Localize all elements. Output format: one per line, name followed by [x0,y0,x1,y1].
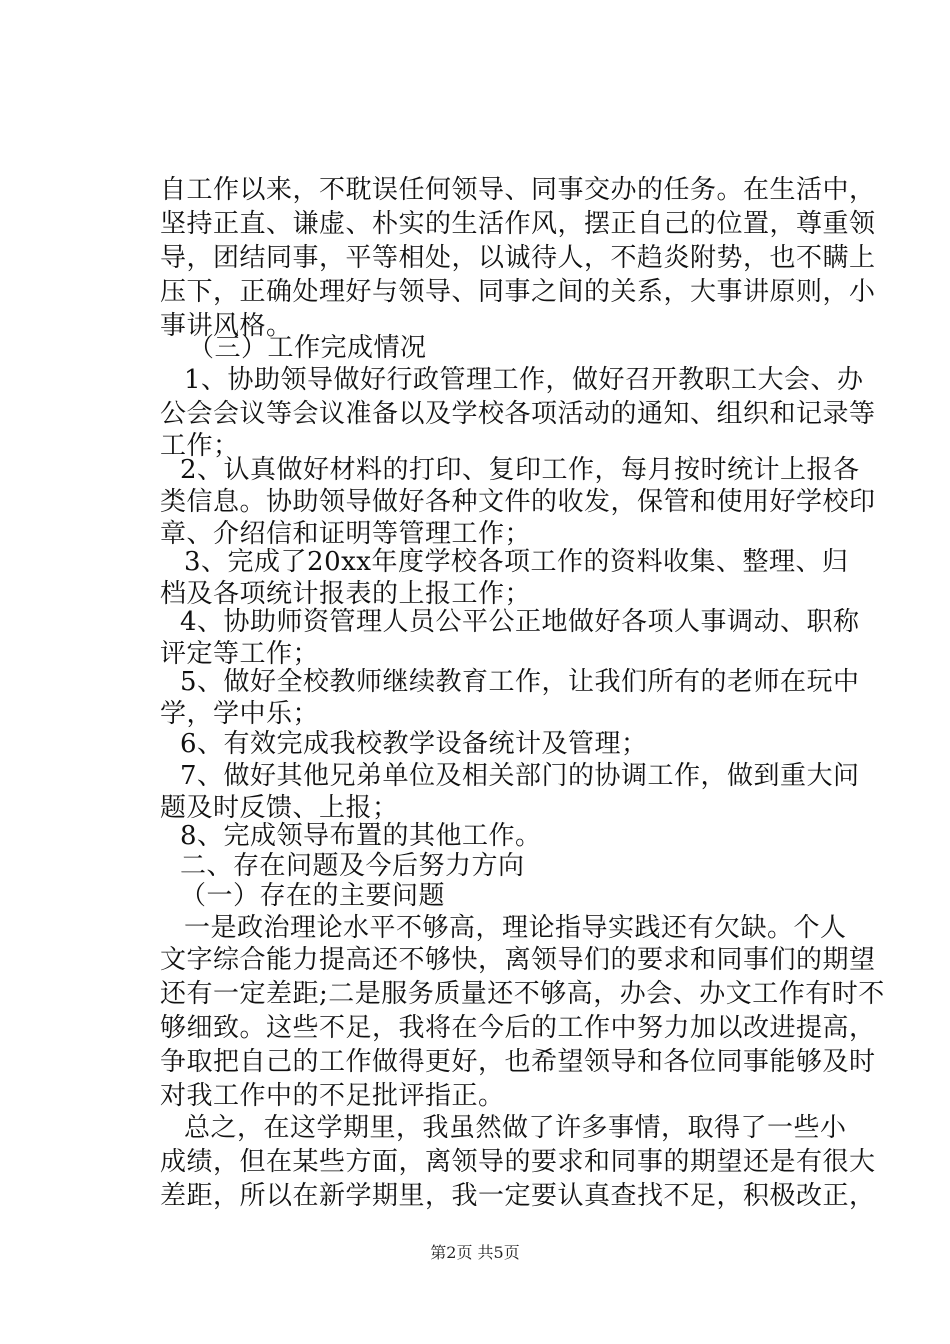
text-line: 总之，在这学期里，我虽然做了许多事情，取得了一些小 [184,1113,847,1143]
text-line: 档及各项统计报表的上报工作； [160,579,532,609]
section-heading: （一）存在的主要问题 [180,881,446,911]
text-line: 压下，正确处理好与领导、同事之间的关系，大事讲原则，小 [160,277,876,307]
text-line: 够细致。这些不足，我将在今后的工作中努力加以改进提高， [160,1013,876,1043]
text-line: 争取把自己的工作做得更好，也希望领导和各位同事能够及时 [160,1047,876,1077]
text-line: 工作； [160,431,240,461]
text-line: 1、协助领导做好行政管理工作，做好召开教职工大会、办 [184,365,864,395]
text-line: 对我工作中的不足批评指正。 [160,1081,505,1111]
text-line: 章、介绍信和证明等管理工作； [160,519,532,549]
text-line: 3、完成了20xx年度学校各项工作的资料收集、整理、归 [184,547,849,577]
text-line: 自工作以来，不耽误任何领导、同事交办的任务。在生活中， [160,175,876,205]
text-line: 事讲风格。 [160,311,293,341]
page-number-footer: 第2页 共5页 [430,1243,520,1262]
text-line: 7、做好其他兄弟单位及相关部门的协调工作，做到重大问 [180,761,860,791]
text-line: 6、有效完成我校教学设备统计及管理； [180,729,648,759]
text-line: 8、完成领导布置的其他工作。 [180,821,542,851]
text-line: 文字综合能力提高还不够快，离领导们的要求和同事们的期望 [160,945,876,975]
text-line: 差距，所以在新学期里，我一定要认真查找不足，积极改正， [160,1181,876,1211]
text-line: 5、做好全校教师继续教育工作，让我们所有的老师在玩中 [180,667,860,697]
text-line: 评定等工作； [160,639,320,669]
text-line: 题及时反馈、上报； [160,793,399,823]
section-heading: 二、存在问题及今后努力方向 [180,851,525,881]
text-line: 类信息。协助领导做好各种文件的收发，保管和使用好学校印 [160,487,876,517]
text-line: 导，团结同事，平等相处，以诚待人，不趋炎附势，也不瞒上 [160,243,876,273]
text-line: 一是政治理论水平不够高，理论指导实践还有欠缺。个人 [184,913,847,943]
section-heading: （三）工作完成情况 [188,333,427,363]
text-line: 公会会议等会议准备以及学校各项活动的通知、组织和记录等 [160,399,876,429]
text-line: 坚持正直、谦虚、朴实的生活作风，摆正自己的位置，尊重领 [160,209,876,239]
text-line: 4、协助师资管理人员公平公正地做好各项人事调动、职称 [180,607,860,637]
text-line: 成绩，但在某些方面，离领导的要求和同事的期望还是有很大 [160,1147,876,1177]
text-line: 还有一定差距;二是服务质量还不够高，办会、办文工作有时不 [160,979,885,1009]
text-line: 2、认真做好材料的打印、复印工作，每月按时统计上报各 [180,455,860,485]
text-line: 学，学中乐； [160,699,320,729]
